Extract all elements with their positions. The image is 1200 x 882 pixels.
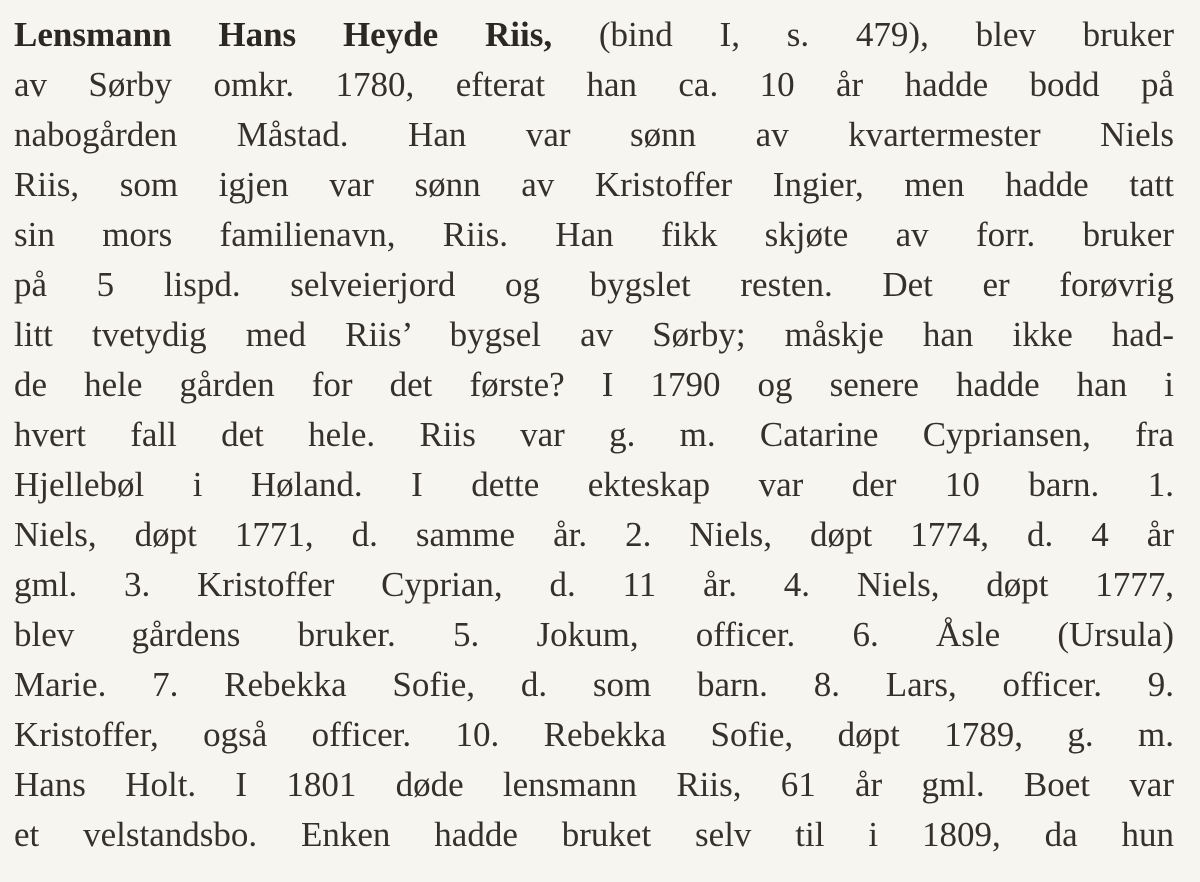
text-line-3: nabogården Måstad. Han var sønn av kvartermester Niels [14,115,1174,154]
text-line-17: et velstandsbo. Enken hadde bruket selv til i 1809, da hun [14,815,1174,854]
text-line-7: litt tvetydig med Riis’ bygsel av Sørby; måskje han ikke had- [14,315,1174,354]
text-line-5: sin mors familienavn, Riis. Han fikk skjøte av forr. bruker [14,215,1174,254]
text-line-13: blev gårdens bruker. 5. Jokum, officer. 6. Åsle (Ursula) [14,615,1174,654]
person-name: Lensmann Hans Heyde Riis, [14,15,553,54]
text-line-1-rest: (bind I, s. 479), blev bruker [552,15,1174,54]
text-line-15: Kristoffer, også officer. 10. Rebekka Sofie, døpt 1789, g. m. [14,715,1174,754]
text-line-2: av Sørby omkr. 1780, efterat han ca. 10 år hadde bodd på [14,65,1174,104]
text-line-12: gml. 3. Kristoffer Cyprian, d. 11 år. 4. Niels, døpt 1777, [14,565,1174,604]
text-line-16: Hans Holt. I 1801 døde lensmann Riis, 61 år gml. Boet var [14,765,1174,804]
text-line-9: hvert fall det hele. Riis var g. m. Catarine Cypriansen, fra [14,415,1174,454]
text-line-4: Riis, som igjen var sønn av Kristoffer Ingier, men hadde tatt [14,165,1174,204]
text-line-11: Niels, døpt 1771, d. samme år. 2. Niels, døpt 1774, d. 4 år [14,515,1174,554]
text-line-10: Hjellebøl i Høland. I dette ekteskap var der 10 barn. 1. [14,465,1174,504]
text-line-14: Marie. 7. Rebekka Sofie, d. som barn. 8. Lars, officer. 9. [14,665,1174,704]
text-line-8: de hele gården for det første? I 1790 og senere hadde han i [14,365,1174,404]
text-line-6: på 5 lispd. selveierjord og bygslet resten. Det er forøvrig [14,265,1174,304]
text-line-1 [14,12,1174,58]
